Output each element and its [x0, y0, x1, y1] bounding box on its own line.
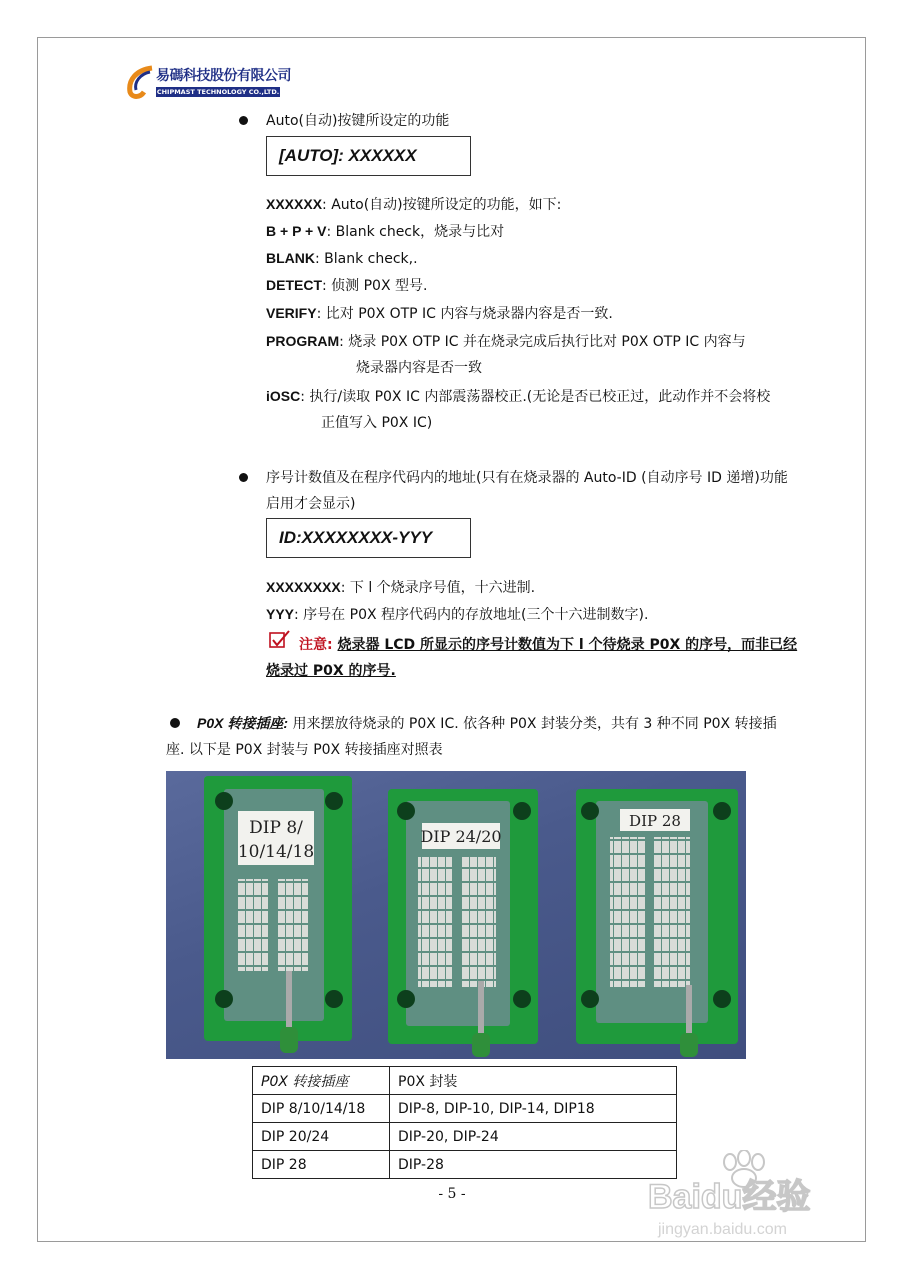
auto-line-program-cont: 烧录器内容是否一致 — [356, 360, 482, 376]
id-line-xxxxxxxx: XXXXXXXX: 下 l 个烧录序号值，十六进制. — [266, 579, 536, 596]
checkbox-check-icon — [269, 630, 291, 650]
table-cell: DIP 28 — [253, 1151, 390, 1179]
socket-line-2: 座. 以下是 P0X 封装与 P0X 转接插座对照表 — [166, 742, 443, 758]
id-bullet-text-2: 启用才会显示) — [266, 496, 356, 512]
note-line-2 — [266, 659, 396, 683]
id-lcd-text: ID:XXXXXXXX-YYY — [279, 528, 433, 547]
note-line-1 — [299, 633, 797, 657]
auto-line-program: PROGRAM: 烧录 P0X OTP IC 并在烧录完成后执行比对 P0X OTP IC 内容与 — [266, 333, 746, 350]
company-logo — [126, 62, 291, 106]
auto-line-xxxxxx: XXXXXX: Auto(自动)按键所设定的功能，如下: — [266, 196, 562, 213]
id-lcd-display — [266, 518, 471, 558]
baidu-watermark — [640, 1150, 870, 1240]
adapter-photo — [166, 771, 746, 1059]
bullet-dot — [239, 473, 248, 482]
auto-line-bpv: B + P + V: Blank check，烧录与比对 — [266, 223, 505, 240]
table-row — [253, 1123, 677, 1151]
table-cell: DIP 20/24 — [253, 1123, 390, 1151]
table-cell: DIP-8, DIP-10, DIP-14, DIP18 — [390, 1095, 677, 1123]
table-cell: DIP-28 — [390, 1151, 677, 1179]
baidu-paw-icon — [640, 1150, 870, 1240]
bullet-dot — [170, 718, 180, 728]
socket-package-table — [252, 1066, 677, 1179]
table-header-cell: P0X 转接插座 — [253, 1067, 390, 1095]
socket-line-1: P0X 转接插座: 用来摆放待烧录的 P0X IC. 依各种 P0X 封装分类，共有 3 种不同 P0X 转接插 — [197, 715, 777, 732]
photo-label-dip28: DIP 28 — [629, 812, 681, 830]
watermark-brand: Baidu经验 — [648, 1178, 811, 1216]
page-number: - 5 - — [438, 1186, 466, 1202]
photo-label-dip8-line2: 10/14/18 — [237, 842, 315, 862]
auto-lcd-text: [AUTO]: XXXXXX — [279, 146, 417, 165]
table-cell: DIP 8/10/14/18 — [253, 1095, 390, 1123]
logo-company-cn: 易碼科技股份有限公司 — [156, 68, 291, 84]
table-header-cell: P0X 封装 — [390, 1067, 677, 1095]
table-cell: DIP-20, DIP-24 — [390, 1123, 677, 1151]
table-row — [253, 1095, 677, 1123]
id-line-yyy: YYY: 序号在 P0X 程序代码内的存放地址(三个十六进制数字). — [266, 606, 649, 623]
table-row — [253, 1151, 677, 1179]
id-bullet-text-1: 序号计数值及在程序代码内的地址(只有在烧录器的 Auto-ID (自动序号 ID 递增)功能 — [266, 470, 788, 486]
auto-line-iosc: iOSC: 执行/读取 P0X IC 内部震荡器校正.(无论是否已校正过，此动作并不会将校 — [266, 388, 771, 405]
auto-line-iosc-cont: 正值写入 P0X IC) — [321, 415, 433, 431]
note-label: 注意: — [299, 637, 333, 653]
adapter-boards-illustration — [166, 771, 746, 1059]
note-text-2: 烧录过 P0X 的序号. — [266, 663, 396, 679]
table-header-row — [253, 1067, 677, 1095]
socket-title: P0X 转接插座: — [197, 715, 289, 731]
note-text-1: 烧录器 LCD 所显示的序号计数值为下 l 个待烧录 P0X 的序号，而非已经 — [337, 637, 798, 653]
logo-swirl-icon — [126, 64, 156, 100]
photo-label-dip8-line1: DIP 8/ — [249, 818, 303, 838]
auto-lcd-display — [266, 136, 471, 176]
logo-company-en: CHIPMAST TECHNOLOGY CO.,LTD. — [156, 88, 280, 96]
photo-label-dip24: DIP 24/20 — [420, 827, 502, 846]
auto-bullet-text: Auto(自动)按键所设定的功能 — [266, 113, 450, 129]
auto-line-blank: BLANK: Blank check,. — [266, 250, 418, 267]
auto-line-detect: DETECT: 侦测 P0X 型号. — [266, 277, 428, 294]
bullet-dot — [239, 116, 248, 125]
auto-line-verify: VERIFY: 比对 P0X OTP IC 内容与烧录器内容是否一致. — [266, 305, 613, 322]
watermark-url: jingyan.baidu.com — [658, 1221, 787, 1238]
